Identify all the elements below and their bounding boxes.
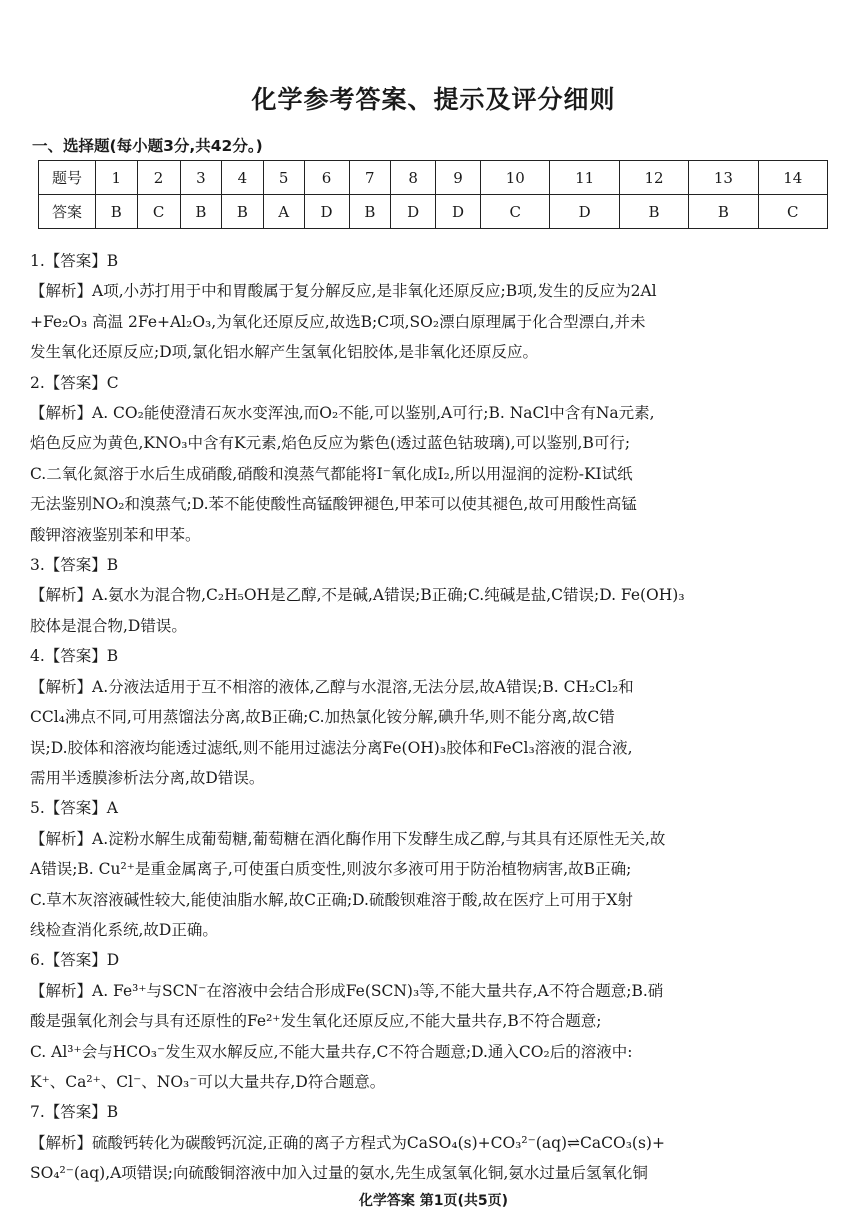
table-cell: 4 [222,161,264,195]
answer-heading: 1.【答案】B [30,252,119,270]
explanation-line: K⁺、Ca²⁺、Cl⁻、NO₃⁻可以大量共存,D符合题意。 [30,1072,386,1091]
explanation-line: 酸钾溶液鉴别苯和甲苯。 [30,525,201,544]
table-cell: A [263,195,304,229]
explanation-line: C.二氧化氮溶于水后生成硝酸,硝酸和溴蒸气都能将I⁻氧化成I₂,所以用湿润的淀粉-KI试纸 [30,464,633,483]
table-cell: 13 [689,161,758,195]
explanation-line: CCl₄沸点不同,可用蒸馏法分离,故B正确;C.加热氯化铵分解,碘升华,则不能分离,故C错 [30,708,615,727]
table-cell: B [222,195,264,229]
table-cell: 10 [481,161,550,195]
explanations [30,246,840,1189]
explanation-line: +Fe₂O₃ 高温 2Fe+Al₂O₃,为氧化还原反应,故选B;C项,SO₂漂白原理属于化合型漂白,并未 [30,312,646,331]
table-cell: 2 [137,161,180,195]
section-heading: 一、选择题(每小题3分,共42分。) [32,137,263,155]
explanation-line: 【解析】A. CO₂能使澄清石灰水变浑浊,而O₂不能,可以鉴别,A可行;B. NaCl中含有Na元素, [30,404,655,423]
explanation-line: 【解析】A.分液法适用于互不相溶的液体,乙醇与水混溶,无法分层,故A错误;B. CH₂Cl₂和 [30,677,634,696]
explanation-line: C.草木灰溶液碱性较大,能使油脂水解,故C正确;D.硫酸钡难溶于酸,故在医疗上可用于X射 [30,890,633,909]
table-row-answers [39,195,828,229]
explanation-line: 【解析】A项,小苏打用于中和胃酸属于复分解反应,是非氧化还原反应;B项,发生的反应为2Al [30,282,657,301]
table-cell: 3 [180,161,222,195]
table-row-numbers [39,161,828,195]
explanation-line: 胶体是混合物,D错误。 [30,616,187,635]
table-cell: C [137,195,180,229]
explanation-paragraph [30,276,840,367]
table-cell: 6 [304,161,349,195]
table-cell: B [180,195,222,229]
explanation-line: 误;D.胶体和溶液均能透过滤纸,则不能用过滤法分离Fe(OH)₃胶体和FeCl₃溶液的混合液, [30,738,633,757]
explanation-line: 焰色反应为黄色,KNO₃中含有K元素,焰色反应为紫色(透过蓝色钴玻璃),可以鉴别,B可行; [30,434,631,453]
table-cell: B [349,195,391,229]
explanation-line: C. Al³⁺会与HCO₃⁻发生双水解反应,不能大量共存,C不符合题意;D.通入CO₂后的溶液中: [30,1042,633,1061]
explanation-paragraph [30,824,840,946]
answer-heading: 2.【答案】C [30,373,119,392]
table-cell: D [391,195,436,229]
explanation-line: 【解析】A. Fe³⁺与SCN⁻在溶液中会结合形成Fe(SCN)₃等,不能大量共存,A不符合题意;B.硝 [30,981,664,1000]
explanation-line: A错误;B. Cu²⁺是重金属离子,可使蛋白质变性,则波尔多液可用于防治植物病害,故B正确; [30,860,632,879]
table-cell: B [619,195,688,229]
table-cell: 11 [550,161,619,195]
row-label-number: 题号 [39,161,96,195]
explanation-line: SO₄²⁻(aq),A项错误;向硫酸铜溶液中加入过量的氨水,先生成氢氧化铜,氨水过量后氢氧化铜 [30,1164,648,1183]
explanation-line: 线检查消化系统,故D正确。 [30,920,218,939]
explanation-line: 需用半透膜渗析法分离,故D错误。 [30,768,265,787]
table-cell: C [481,195,550,229]
explanation-paragraph [30,1128,840,1189]
answer-heading: 7.【答案】B [30,1103,119,1122]
explanation-line: 发生氧化还原反应;D项,氯化铝水解产生氢氧化铝胶体,是非氧化还原反应。 [30,343,539,362]
table-cell: B [689,195,758,229]
page-title: 化学参考答案、提示及评分细则 [251,85,616,114]
answer-table [38,160,828,229]
table-cell: D [550,195,619,229]
row-label-answer: 答案 [39,195,96,229]
table-cell: D [304,195,349,229]
explanation-line: 【解析】A.氨水为混合物,C₂H₅OH是乙醇,不是碱,A错误;B正确;C.纯碱是盐,C错误;D. Fe(OH)₃ [30,586,685,605]
table-cell: 14 [758,161,827,195]
answer-heading: 5.【答案】A [30,799,118,818]
table-cell: B [96,195,138,229]
explanation-paragraph [30,398,840,550]
explanation-line: 无法鉴别NO₂和溴蒸气;D.苯不能使酸性高锰酸钾褪色,甲苯可以使其褪色,故可用酸性高锰 [30,495,637,514]
table-cell: 1 [96,161,138,195]
table-cell: 9 [436,161,481,195]
table-cell: 7 [349,161,391,195]
answer-heading: 6.【答案】D [30,951,120,970]
table-cell: 5 [263,161,304,195]
table-cell: 12 [619,161,688,195]
explanation-line: 酸是强氧化剂会与具有还原性的Fe²⁺发生氧化还原反应,不能大量共存,B不符合题意; [30,1012,602,1031]
table-cell: C [758,195,827,229]
table-cell: D [436,195,481,229]
explanation-line: 【解析】A.淀粉水解生成葡萄糖,葡萄糖在酒化酶作用下发酵生成乙醇,与其具有还原性无关,故 [30,829,666,848]
explanation-paragraph [30,672,840,794]
table-cell: 8 [391,161,436,195]
explanation-paragraph [30,976,840,1098]
explanation-line: 【解析】硫酸钙转化为碳酸钙沉淀,正确的离子方程式为CaSO₄(s)+CO₃²⁻(aq)⇌CaCO₃(s)+ [30,1133,665,1152]
answer-heading: 4.【答案】B [30,647,119,666]
explanation-paragraph [30,580,840,641]
answer-heading: 3.【答案】B [30,556,119,575]
page-footer: 化学答案 第1页(共5页) [358,1193,509,1209]
